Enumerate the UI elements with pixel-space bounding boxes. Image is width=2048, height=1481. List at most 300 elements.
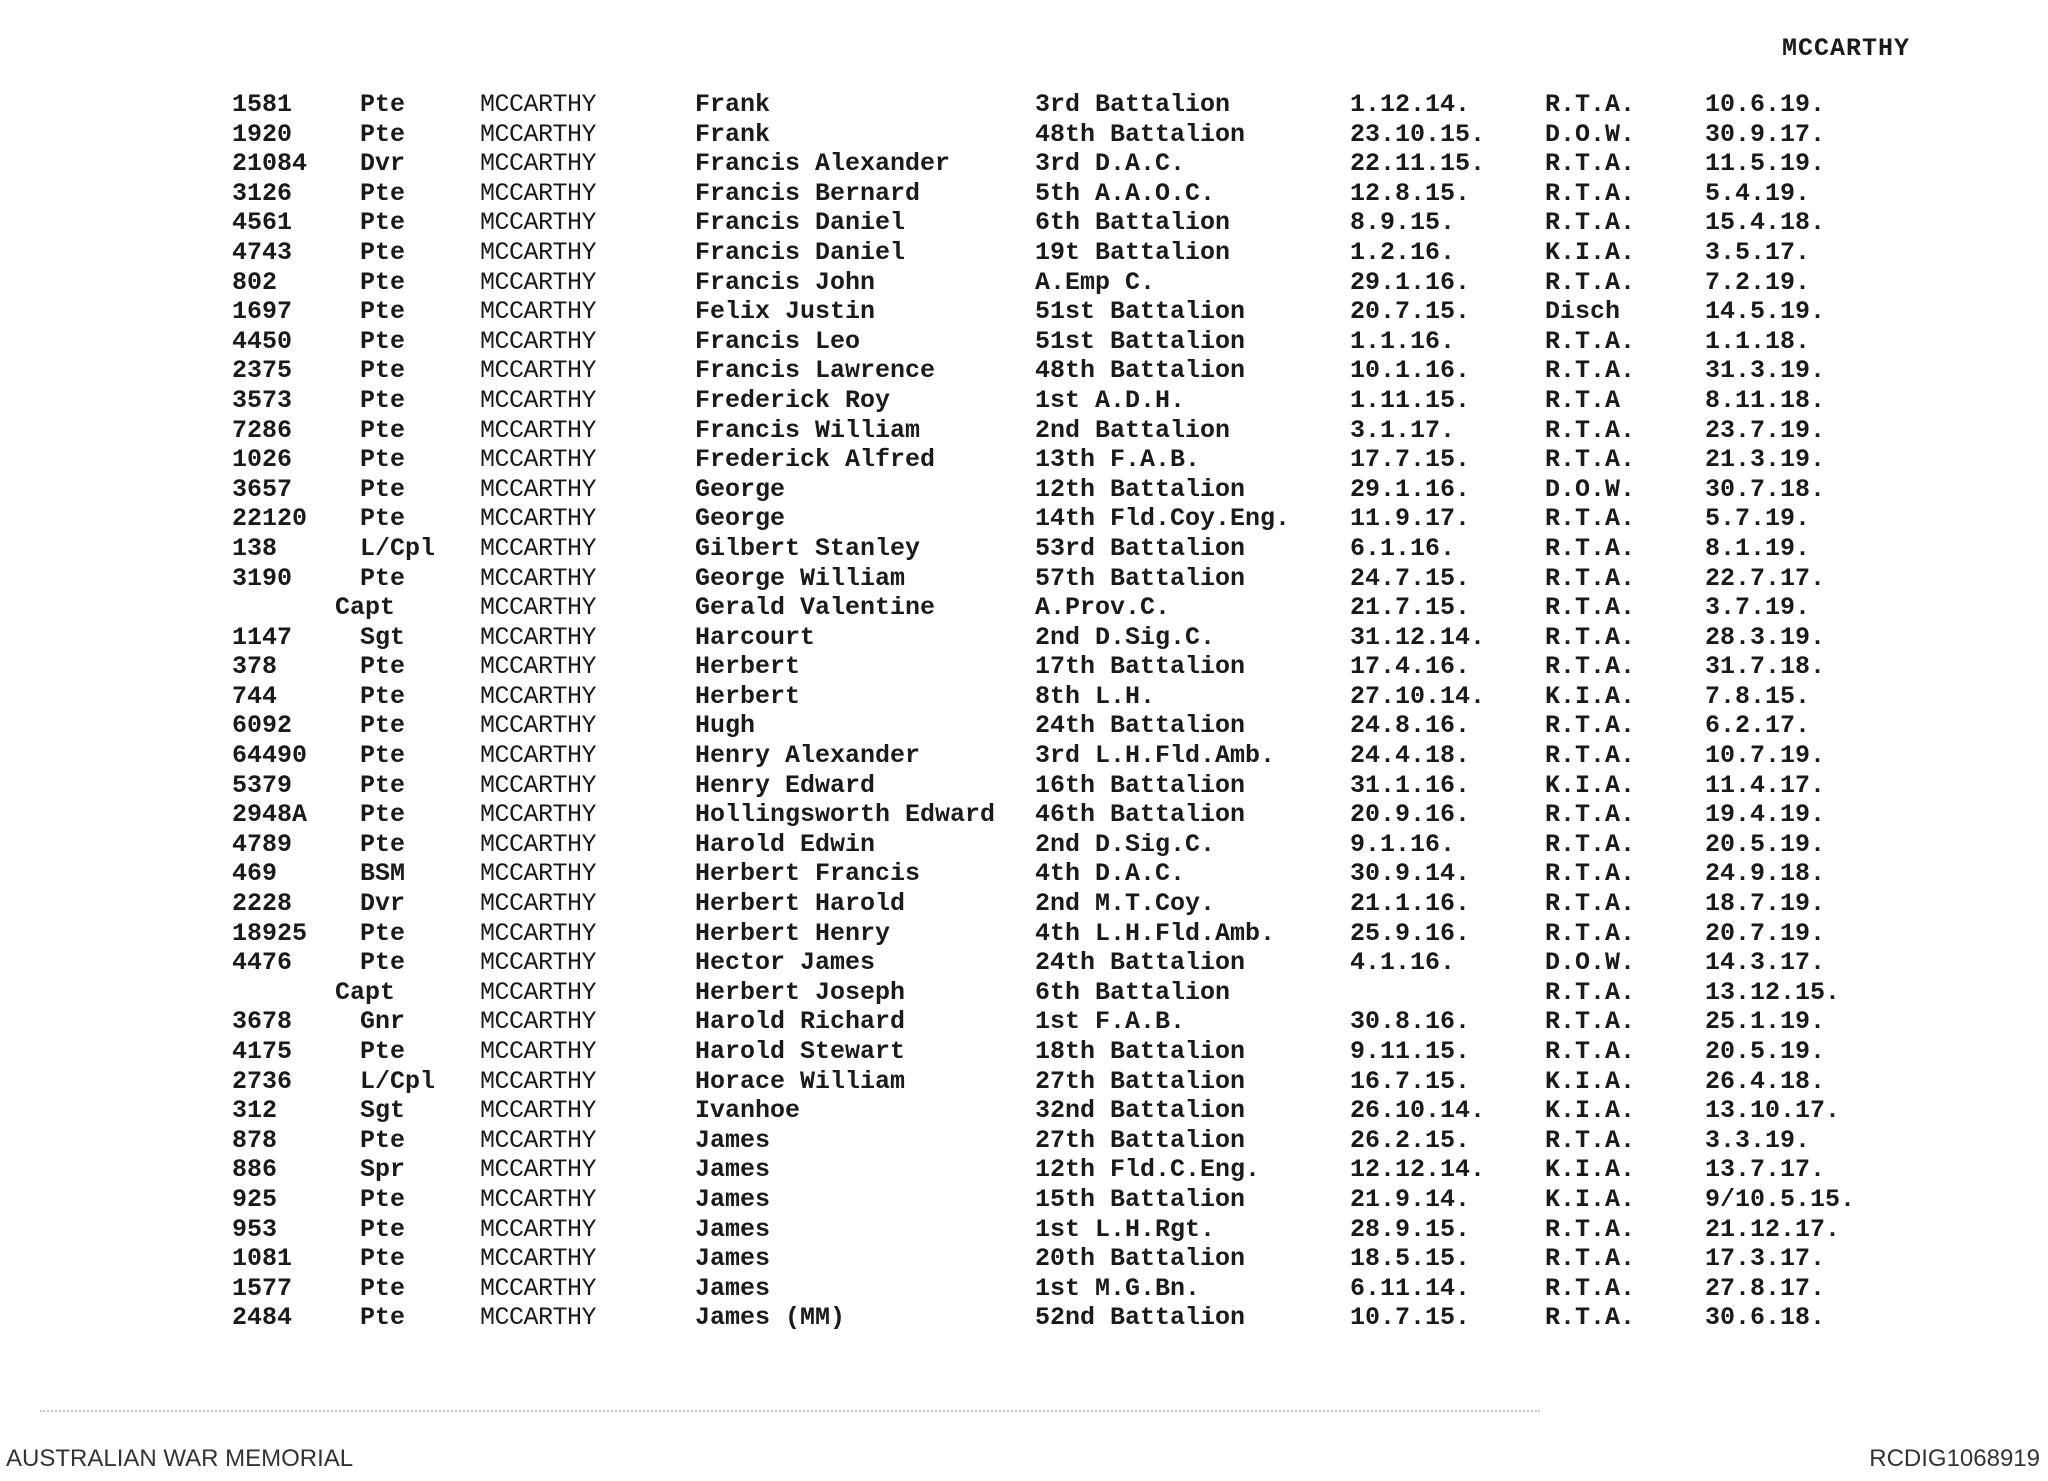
surname: MCCARTHY [480,770,597,800]
unit: 2nd M.T.Coy. [1035,889,1216,919]
service-number: 878 [232,1125,278,1155]
given-names: James [695,1273,771,1303]
given-names: George [695,474,786,504]
unit: 2nd D.Sig.C. [1035,622,1216,652]
enlistment-date: 26.10.14. [1350,1096,1486,1126]
surname: MCCARTHY [480,652,597,682]
rank: Pte [360,1273,406,1303]
unit: 15th Battalion [1035,1184,1246,1214]
document-id: RCDIG1068919 [1869,1445,2040,1472]
enlistment-date: 1.12.14. [1350,90,1471,119]
given-names: Frederick Roy [695,385,891,415]
roll-row [0,297,2048,327]
given-names: James [695,1125,771,1155]
service-number: 3573 [232,385,293,415]
return-date: 3.7.19. [1705,593,1811,623]
page-title: MCCARTHY [1781,34,1910,63]
fate: R.T.A. [1545,178,1636,208]
roll-row [0,238,2048,268]
fate: R.T.A. [1545,1214,1636,1244]
rank: Pte [360,119,406,149]
return-date: 30.7.18. [1705,474,1826,504]
service-number: 1147 [232,622,293,652]
rank: Pte [360,356,406,386]
unit: 24th Battalion [1035,948,1246,978]
roll-row [0,1155,2048,1185]
given-names: Harcourt [695,622,816,652]
rank: Pte [360,800,406,830]
given-names: Ivanhoe [695,1096,801,1126]
fate: D.O.W. [1545,474,1636,504]
enlistment-date: 11.9.17. [1350,504,1471,534]
surname: MCCARTHY [480,237,597,267]
given-names: Francis Lawrence [695,356,936,386]
enlistment-date: 1.11.15. [1350,385,1471,415]
given-names: Francis Daniel [695,237,906,267]
surname: MCCARTHY [480,297,597,327]
rank: Pte [360,208,406,238]
unit: 4th D.A.C. [1035,859,1186,889]
surname: MCCARTHY [480,859,597,889]
unit: 12th Battalion [1035,474,1246,504]
return-date: 1.1.18. [1705,326,1811,356]
given-names: Francis Daniel [695,208,906,238]
service-number: 3190 [232,563,293,593]
fate: R.T.A. [1545,1303,1636,1333]
return-date: 18.7.19. [1705,889,1826,919]
rank: Pte [360,741,406,771]
given-names: Harold Stewart [695,1037,906,1066]
fate: R.T.A. [1545,326,1636,356]
given-names: Hector James [695,948,876,978]
service-number: 469 [232,859,278,889]
roll-row [0,948,2048,978]
service-number: 4175 [232,1037,293,1066]
roll-row [0,149,2048,179]
enlistment-date: 1.1.16. [1350,326,1456,356]
return-date: 8.11.18. [1705,385,1826,415]
return-date: 14.3.17. [1705,948,1826,978]
return-date: 31.7.18. [1705,652,1826,682]
unit: 53rd Battalion [1035,533,1246,563]
return-date: 27.8.17. [1705,1273,1826,1303]
enlistment-date: 22.11.15. [1350,149,1486,179]
fate: R.T.A. [1545,918,1636,948]
given-names: James [695,1155,771,1185]
return-date: 5.4.19. [1705,178,1811,208]
fate: R.T.A. [1545,1007,1636,1037]
surname: MCCARTHY [480,800,597,830]
fate: R.T.A. [1545,149,1636,179]
rank: Pte [360,237,406,267]
surname: MCCARTHY [480,889,597,919]
unit: 1st A.D.H. [1035,385,1186,415]
enlistment-date: 10.1.16. [1350,356,1471,386]
rank: Sgt [360,622,406,652]
service-number: 1581 [232,90,293,119]
surname: MCCARTHY [480,622,597,652]
return-date: 11.4.17. [1705,770,1826,800]
given-names: Francis Bernard [695,178,921,208]
enlistment-date: 26.2.15. [1350,1125,1471,1155]
unit: 5th A.A.O.C. [1035,178,1216,208]
unit: 17th Battalion [1035,652,1246,682]
roll-row [0,504,2048,534]
rank: Pte [360,918,406,948]
surname: MCCARTHY [480,741,597,771]
given-names: Harold Richard [695,1007,906,1037]
rank: BSM [360,859,406,889]
given-names: Henry Alexander [695,741,921,771]
return-date: 14.5.19. [1705,297,1826,327]
rank: Pte [360,504,406,534]
return-date: 13.7.17. [1705,1155,1826,1185]
roll-row [0,1007,2048,1037]
return-date: 21.12.17. [1705,1214,1841,1244]
rank: Pte [360,445,406,475]
unit: 2nd D.Sig.C. [1035,829,1216,859]
surname: MCCARTHY [480,385,597,415]
roll-row [0,416,2048,446]
surname: MCCARTHY [480,504,597,534]
surname: MCCARTHY [480,1007,597,1037]
given-names: Frank [695,90,771,119]
given-names: Gerald Valentine [695,593,936,623]
fate: R.T.A. [1545,741,1636,771]
return-date: 25.1.19. [1705,1007,1826,1037]
surname: MCCARTHY [480,1303,597,1333]
enlistment-date: 31.12.14. [1350,622,1486,652]
fate: R.T.A. [1545,504,1636,534]
unit: 14th Fld.Coy.Eng. [1035,504,1291,534]
enlistment-date: 9.11.15. [1350,1037,1471,1066]
rank: Capt [335,977,396,1007]
fate: R.T.A. [1545,208,1636,238]
rank: Sgt [360,1096,406,1126]
rank: Pte [360,474,406,504]
unit: 1st M.G.Bn. [1035,1273,1201,1303]
given-names: Hollingsworth Edward [695,800,996,830]
surname: MCCARTHY [480,208,597,238]
enlistment-date: 10.7.15. [1350,1303,1471,1333]
service-number: 22120 [232,504,308,534]
enlistment-date: 6.11.14. [1350,1273,1471,1303]
fate: K.I.A. [1545,1066,1636,1096]
service-number: 3657 [232,474,293,504]
return-date: 13.12.15. [1705,977,1841,1007]
return-date: 21.3.19. [1705,445,1826,475]
rank: Pte [360,297,406,327]
return-date: 13.10.17. [1705,1096,1841,1126]
service-number: 886 [232,1155,278,1185]
surname: MCCARTHY [480,1096,597,1126]
service-number: 378 [232,652,278,682]
fate: D.O.W. [1545,119,1636,149]
return-date: 10.7.19. [1705,741,1826,771]
fate: R.T.A. [1545,711,1636,741]
service-number: 1026 [232,445,293,475]
rank: Pte [360,829,406,859]
unit: 20th Battalion [1035,1244,1246,1274]
roll-row [0,623,2048,653]
fate: R.T.A. [1545,415,1636,445]
service-number: 1697 [232,297,293,327]
rank: Pte [360,711,406,741]
fate: K.I.A. [1545,1184,1636,1214]
enlistment-date: 24.4.18. [1350,741,1471,771]
enlistment-date: 30.8.16. [1350,1007,1471,1037]
unit: 3rd L.H.Fld.Amb. [1035,741,1276,771]
enlistment-date: 29.1.16. [1350,267,1471,297]
scan-artifact-divider [40,1410,1540,1412]
fate: R.T.A. [1545,829,1636,859]
fate: R.T.A. [1545,1244,1636,1274]
enlistment-date: 29.1.16. [1350,474,1471,504]
fate: R.T.A. [1545,533,1636,563]
given-names: Felix Justin [695,297,876,327]
surname: MCCARTHY [480,356,597,386]
given-names: Herbert Henry [695,918,891,948]
roll-row [0,1244,2048,1274]
service-number: 802 [232,267,278,297]
roll-row [0,90,2048,120]
roll-row [0,800,2048,830]
rank: Pte [360,1184,406,1214]
surname: MCCARTHY [480,711,597,741]
rank: Capt [335,593,396,623]
enlistment-date: 28.9.15. [1350,1214,1471,1244]
given-names: James (MM) [695,1303,846,1333]
return-date: 17.3.17. [1705,1244,1826,1274]
return-date: 30.9.17. [1705,119,1826,149]
roll-row [0,179,2048,209]
roll-row [0,534,2048,564]
unit: 3rd D.A.C. [1035,149,1186,179]
roll-row [0,327,2048,357]
unit: 1st L.H.Rgt. [1035,1214,1216,1244]
unit: 4th L.H.Fld.Amb. [1035,918,1276,948]
nominal-roll-list [0,90,2048,1333]
rank: Pte [360,770,406,800]
fate: R.T.A. [1545,267,1636,297]
rank: L/Cpl [360,533,436,563]
roll-row [0,386,2048,416]
fate: R.T.A. [1545,1037,1636,1066]
fate: R.T.A. [1545,622,1636,652]
service-number: 3126 [232,178,293,208]
roll-row [0,356,2048,386]
unit: 51st Battalion [1035,326,1246,356]
roll-row [0,830,2048,860]
unit: 32nd Battalion [1035,1096,1246,1126]
service-number: 925 [232,1184,278,1214]
return-date: 23.7.19. [1705,415,1826,445]
surname: MCCARTHY [480,90,597,119]
surname: MCCARTHY [480,445,597,475]
roll-row [0,445,2048,475]
enlistment-date: 25.9.16. [1350,918,1471,948]
return-date: 28.3.19. [1705,622,1826,652]
service-number: 953 [232,1214,278,1244]
roll-row [0,120,2048,150]
unit: 27th Battalion [1035,1066,1246,1096]
roll-row [0,208,2048,238]
fate: R.T.A. [1545,977,1636,1007]
surname: MCCARTHY [480,326,597,356]
service-number: 2484 [232,1303,293,1333]
rank: Pte [360,385,406,415]
surname: MCCARTHY [480,1273,597,1303]
rank: L/Cpl [360,1066,436,1096]
given-names: Herbert Joseph [695,977,906,1007]
unit: 1st F.A.B. [1035,1007,1186,1037]
return-date: 22.7.17. [1705,563,1826,593]
rank: Pte [360,681,406,711]
unit: 18th Battalion [1035,1037,1246,1066]
given-names: Herbert [695,652,801,682]
enlistment-date: 18.5.15. [1350,1244,1471,1274]
enlistment-date: 24.8.16. [1350,711,1471,741]
service-number: 4789 [232,829,293,859]
fate: R.T.A. [1545,652,1636,682]
archive-credit: AUSTRALIAN WAR MEMORIAL [6,1445,354,1472]
surname: MCCARTHY [480,1184,597,1214]
return-date: 9/10.5.15. [1705,1184,1856,1214]
service-number: 2948A [232,800,308,830]
enlistment-date: 8.9.15. [1350,208,1456,238]
return-date: 5.7.19. [1705,504,1811,534]
return-date: 20.7.19. [1705,918,1826,948]
service-number: 138 [232,533,278,563]
enlistment-date: 24.7.15. [1350,563,1471,593]
enlistment-date: 12.8.15. [1350,178,1471,208]
rank: Spr [360,1155,406,1185]
given-names: James [695,1244,771,1274]
enlistment-date: 17.4.16. [1350,652,1471,682]
service-number: 4743 [232,237,293,267]
unit: 51st Battalion [1035,297,1246,327]
enlistment-date: 12.12.14. [1350,1155,1486,1185]
enlistment-date: 27.10.14. [1350,681,1486,711]
unit: 24th Battalion [1035,711,1246,741]
return-date: 24.9.18. [1705,859,1826,889]
unit: 57th Battalion [1035,563,1246,593]
enlistment-date: 21.9.14. [1350,1184,1471,1214]
rank: Pte [360,1214,406,1244]
surname: MCCARTHY [480,178,597,208]
unit: 13th F.A.B. [1035,445,1201,475]
roll-row [0,1185,2048,1215]
surname: MCCARTHY [480,149,597,179]
unit: 48th Battalion [1035,356,1246,386]
given-names: Harold Edwin [695,829,876,859]
unit: 6th Battalion [1035,977,1231,1007]
rank: Dvr [360,889,406,919]
fate: K.I.A. [1545,1155,1636,1185]
unit: 46th Battalion [1035,800,1246,830]
rank: Pte [360,326,406,356]
given-names: James [695,1214,771,1244]
return-date: 10.6.19. [1705,90,1826,119]
fate: R.T.A [1545,385,1621,415]
roll-row [0,1067,2048,1097]
return-date: 11.5.19. [1705,149,1826,179]
surname: MCCARTHY [480,1214,597,1244]
enlistment-date: 1.2.16. [1350,237,1456,267]
enlistment-date: 31.1.16. [1350,770,1471,800]
roll-row [0,741,2048,771]
fate: Disch [1545,297,1621,327]
rank: Pte [360,1303,406,1333]
return-date: 19.4.19. [1705,800,1826,830]
enlistment-date: 3.1.17. [1350,415,1456,445]
unit: 27th Battalion [1035,1125,1246,1155]
enlistment-date: 9.1.16. [1350,829,1456,859]
roll-row [0,268,2048,298]
fate: R.T.A. [1545,859,1636,889]
surname: MCCARTHY [480,829,597,859]
rank: Pte [360,652,406,682]
rank: Pte [360,90,406,119]
fate: R.T.A. [1545,90,1636,119]
enlistment-date: 6.1.16. [1350,533,1456,563]
roll-row [0,1215,2048,1245]
roll-row [0,652,2048,682]
return-date: 15.4.18. [1705,208,1826,238]
surname: MCCARTHY [480,681,597,711]
service-number: 4476 [232,948,293,978]
return-date: 20.5.19. [1705,1037,1826,1066]
enlistment-date: 16.7.15. [1350,1066,1471,1096]
roll-row [0,889,2048,919]
given-names: Herbert Francis [695,859,921,889]
service-number: 3678 [232,1007,293,1037]
return-date: 8.1.19. [1705,533,1811,563]
fate: R.T.A. [1545,800,1636,830]
rank: Pte [360,1125,406,1155]
surname: MCCARTHY [480,533,597,563]
roll-row [0,1096,2048,1126]
rank: Pte [360,178,406,208]
roll-row [0,475,2048,505]
return-date: 7.8.15. [1705,681,1811,711]
given-names: Herbert [695,681,801,711]
fate: R.T.A. [1545,445,1636,475]
unit: 52nd Battalion [1035,1303,1246,1333]
unit: 19t Battalion [1035,237,1231,267]
rank: Pte [360,948,406,978]
enlistment-date: 21.1.16. [1350,889,1471,919]
fate: K.I.A. [1545,770,1636,800]
surname: MCCARTHY [480,267,597,297]
service-number: 2375 [232,356,293,386]
rank: Pte [360,1037,406,1066]
given-names: Henry Edward [695,770,876,800]
fate: R.T.A. [1545,1125,1636,1155]
fate: R.T.A. [1545,889,1636,919]
surname: MCCARTHY [480,1244,597,1274]
given-names: Francis William [695,415,921,445]
fate: D.O.W. [1545,948,1636,978]
unit: 8th L.H. [1035,681,1156,711]
given-names: George [695,504,786,534]
return-date: 7.2.19. [1705,267,1811,297]
given-names: George William [695,563,906,593]
given-names: Horace William [695,1066,906,1096]
rank: Pte [360,415,406,445]
service-number: 1577 [232,1273,293,1303]
roll-row [0,593,2048,623]
